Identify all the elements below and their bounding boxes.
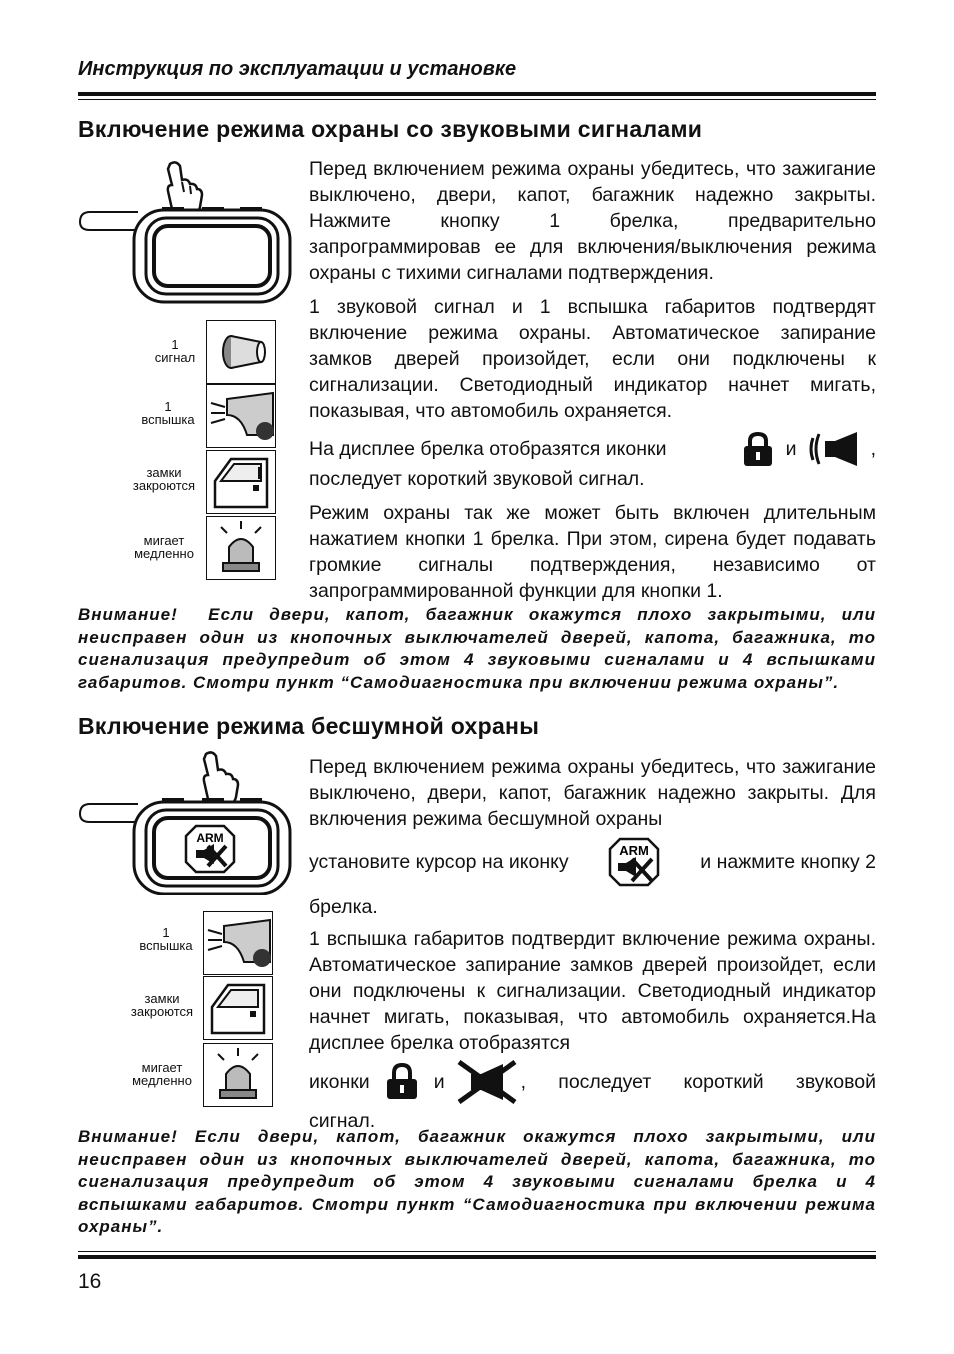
s2-paragraph-2-icons-line: иконки и , последует короткий звуковой (309, 1060, 876, 1104)
header-rule (78, 92, 876, 96)
headlight-flash-box-2 (203, 911, 273, 975)
blink-label-2: мигает медленно (132, 1060, 192, 1088)
footer-rule (78, 1255, 876, 1259)
s2-paragraph-1-cursor-line: установите курсор на иконку ARM и нажмите кнопку 2 (309, 836, 876, 888)
s2-paragraph-2-end: сигнал. (309, 1110, 376, 1132)
sound-off-icon (457, 1060, 517, 1104)
blink-label: мигает медленно (134, 533, 194, 561)
headlight-flash-box (206, 384, 276, 448)
footer-rule-thin (78, 1251, 876, 1252)
s2-paragraph-2: 1 вспышка габаритов подтвердит включение режима охраны. Автоматическое запирание замков дверей произойдет, если они подключены к сигнализации. Светодиодный индикатор начнет мигать, показывая, что автомобиль охраняется.На дисплее брелка отобразятся (309, 928, 876, 1054)
keyfob-button1-illustration (78, 160, 293, 305)
car-door-icon (207, 451, 275, 513)
page-number: 16 (78, 1270, 102, 1293)
s1-paragraph-1: Перед включением режима охраны убедитесь, что зажигание выключено, двери, капот, багажник надежно закрыты. Нажмите кнопку 1 брелка, предварительно запрограммировав ее для включения/выключения режима охраны с тихими сигналами подтверждения. (309, 158, 876, 284)
section1-title: Включение режима охраны со звуковыми сигналами (78, 116, 703, 142)
s1-paragraph-2: 1 звуковой сигнал и 1 вспышка габаритов подтвердят включение режима охраны. Автоматическое запирание замков дверей произойдет, если они подключены к сигнализации. Светодиодный индикатор начнет мигать, показывая, что автомобиль охраняется. (309, 296, 876, 422)
section2-title: Включение режима бесшумной охраны (78, 713, 540, 739)
locks-label-2: замки закроются (130, 991, 194, 1019)
speaker-sound-icon (807, 430, 861, 468)
car-lights-icon (207, 385, 275, 447)
pointing-hand-icon (204, 752, 238, 805)
flash-label: 1 вспышка (141, 399, 195, 427)
lock-icon (740, 432, 776, 466)
siren-icon-box (206, 320, 276, 384)
led-blink-box-2 (203, 1043, 273, 1107)
car-door-icon (204, 977, 272, 1039)
lock-icon (382, 1063, 422, 1101)
s2-warning: Внимание! Если двери, капот, багажник окажутся плохо закрытыми, или неисправен один из кнопочных выключателей дверей, капота, багажника, то сигнализация предупредит об этом 4 звуковыми сигналами брелка и 4 вспышками габаритов. Смотри пункт “Самодиагностика при включении режима охраны”. (78, 1127, 876, 1236)
car-lights-icon (204, 912, 272, 974)
led-indicator-icon (207, 517, 275, 579)
svg-text:ARM: ARM (196, 831, 224, 845)
door-lock-box-2 (203, 976, 273, 1040)
s1-warning: Внимание! Если двери, капот, багажник окажутся плохо закрытыми, или неисправен один из кнопочных выключателей дверей, капота, багажника, то сигнализация предупредит об этом 4 звуковыми сигналами и 4 вспышками габаритов. Смотри пункт “Самодиагностика при включении режима охраны”. (78, 605, 876, 692)
s2-paragraph-1-end: брелка. (309, 896, 378, 918)
led-indicator-icon (204, 1044, 272, 1106)
arm-silent-icon (608, 837, 660, 887)
door-lock-box (206, 450, 276, 514)
locks-label: замки закроются (132, 465, 196, 493)
s1-paragraph-4: Режим охраны так же может быть включен длительным нажатием кнопки 1 брелка. При этом, сирена будет подавать громкие сигналы подтверждения, независимо от запрограммированной функции для кнопки 1. (309, 502, 876, 602)
header-rule-thin (78, 99, 876, 100)
s2-paragraph-1: Перед включением режима охраны убедитесь, что зажигание выключено, двери, капот, багажник надежно закрыты. Для включения режима бесшумной охраны (309, 756, 876, 830)
signal-label: 1 сигнал (154, 337, 196, 365)
s1-paragraph-3-line2: последует короткий звуковой сигнал. (309, 468, 645, 490)
flash-label-2: 1 вспышка (139, 925, 193, 953)
s1-paragraph-3-line1: На дисплее брелка отобразятся иконки и , (309, 432, 876, 466)
running-header: Инструкция по эксплуатации и установке (78, 58, 517, 80)
svg-text:ARM: ARM (619, 843, 650, 858)
arm-silent-icon (186, 826, 234, 872)
led-blink-box (206, 516, 276, 580)
siren-horn-icon (207, 321, 275, 383)
keyfob-button2-illustration (78, 750, 293, 895)
